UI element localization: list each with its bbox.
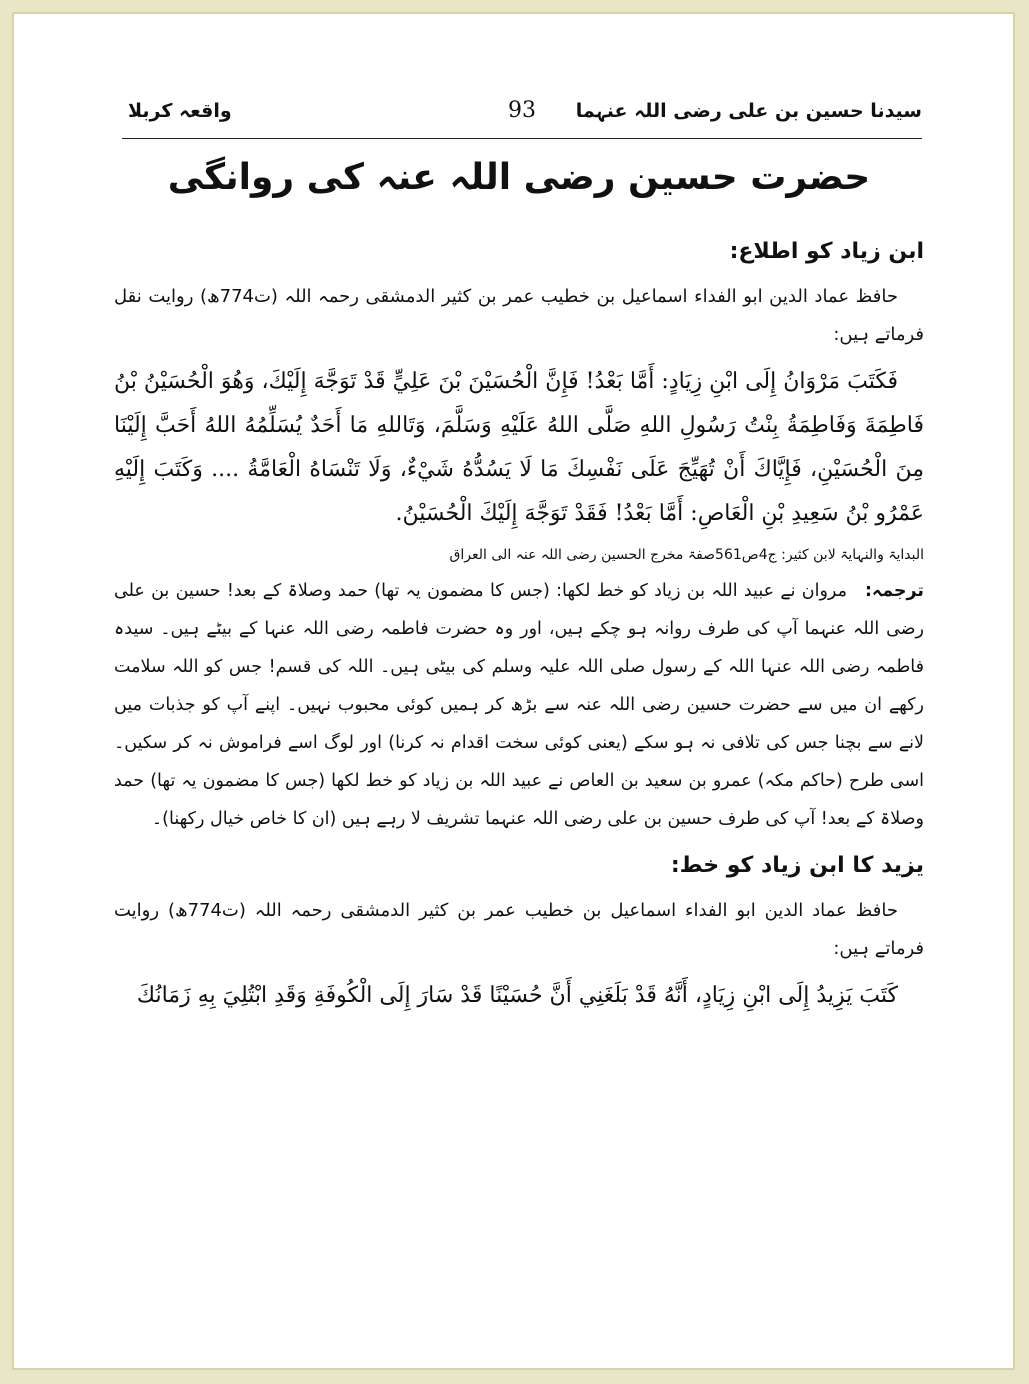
section1-reference: البدایۃ والنہایۃ لابن کثیر: ج4ص561صفۃ مخرج الحسین رضی اللہ عنہ الی العراق: [449, 547, 924, 563]
section1-arabic-text: فَكَتَبَ مَرْوَانُ إِلَى ابْنِ زِيَادٍ: أَمَّا بَعْدُ! فَإِنَّ الْحُسَيْنَ بْنَ عَلِيٍّ قَدْ تَوَجَّهَ إِلَيْكَ، وَهُوَ الْحُسَيْنُ بْنُ فَاطِمَةَ وَفَاطِمَةُ بِنْتُ رَسُولِ اللهِ صَلَّى اللهُ عَلَيْهِ وَسَلَّمَ، وَتَاللهِ مَا أَحَدٌ يُسَلِّمُهُ اللهُ أَحَبَّ إِلَيْنَا مِنَ الْحُسَيْنِ، فَإِيَّاكَ أَنْ تُهَيِّجَ عَلَى نَفْسِكَ مَا لَا يَسُدُّهُ شَيْءٌ، وَلَا تَنْسَاهُ الْعَامَّةُ .... وَكَتَبَ إِلَيْهِ عَمْرُو بْنُ سَعِيدِ بْنِ الْعَاصِ: أَمَّا بَعْدُ! فَقَدْ تَوَجَّهَ إِلَيْكَ الْحُسَيْنُ.: [114, 369, 924, 526]
header-book-title: سیدنا حسین بن علی رضی اللہ عنہما: [575, 100, 922, 122]
running-header: [122, 92, 922, 139]
section1-translation-block: [114, 572, 924, 838]
section1-intro: حافظ عماد الدین ابو الفداء اسماعیل بن خطیب عمر بن کثیر الدمشقی رحمہ اللہ (ت774ھ) روایت نقل فرماتے ہیں:: [114, 286, 924, 345]
page: [12, 12, 1015, 1370]
page-content: [114, 154, 924, 1018]
page-number: 93: [508, 98, 536, 123]
header-chapter: واقعہ کربلا: [128, 100, 232, 122]
section-heading-ibn-ziyad-notice: ابن زیاد کو اطلاع:: [729, 239, 924, 264]
translation-label: ترجمہ:: [864, 581, 924, 601]
section1-translation: مروان نے عبید اللہ بن زیاد کو خط لکھا: (جس کا مضمون یہ تھا) حمد وصلاۃ کے بعد! حسین بن علی رضی اللہ عنہما آپ کی طرف روانہ ہو چکے ہیں، اور وہ حضرت فاطمہ رضی اللہ عنہا کے بیٹے ہیں۔ سیدہ فاطمہ رضی اللہ عنہا اللہ کے رسول صلی اللہ علیہ وسلم کی بیٹی ہیں۔ اللہ کی قسم! جس کو اللہ سلامت رکھے ان میں سے حضرت حسین رضی اللہ عنہ سے بڑھ کر ہمیں کوئی محبوب نہیں۔ اپنے آپ کو جذبات میں لانے سے بچنا جس کی تلافی نہ ہو سکے (یعنی کوئی سخت اقدام نہ کرنا) اور لوگ اسے فراموش نہ کر سکیں۔ اسی طرح (حاکم مکہ) عمرو بن سعید بن العاص نے عبید اللہ بن زیاد کو خط لکھا (جس کا مضمون یہ تھا) حمد وصلاۃ کے بعد! آپ کی طرف حسین بن علی رضی اللہ عنہما تشریف لا رہے ہیں (ان کا خاص خیال رکھنا)۔: [114, 581, 924, 829]
section-heading-yazid-letter: یزید کا ابن زیاد کو خط:: [670, 853, 924, 878]
section2-intro: حافظ عماد الدین ابو الفداء اسماعیل بن خطیب عمر بن کثیر الدمشقی رحمہ اللہ (ت774ھ) روایت فرماتے ہیں:: [114, 900, 924, 959]
section2-arabic-text: كَتَبَ يَزِيدُ إِلَى ابْنِ زِيَادٍ، أَنَّهُ قَدْ بَلَغَنِي أَنَّ حُسَيْنًا قَدْ سَارَ إِلَى الْكُوفَةِ وَقَدِ ابْتُلِيَ بِهِ زَمَانُكَ: [136, 983, 898, 1008]
page-title: حضرت حسین رضی اللہ عنہ کی روانگی: [167, 157, 871, 198]
